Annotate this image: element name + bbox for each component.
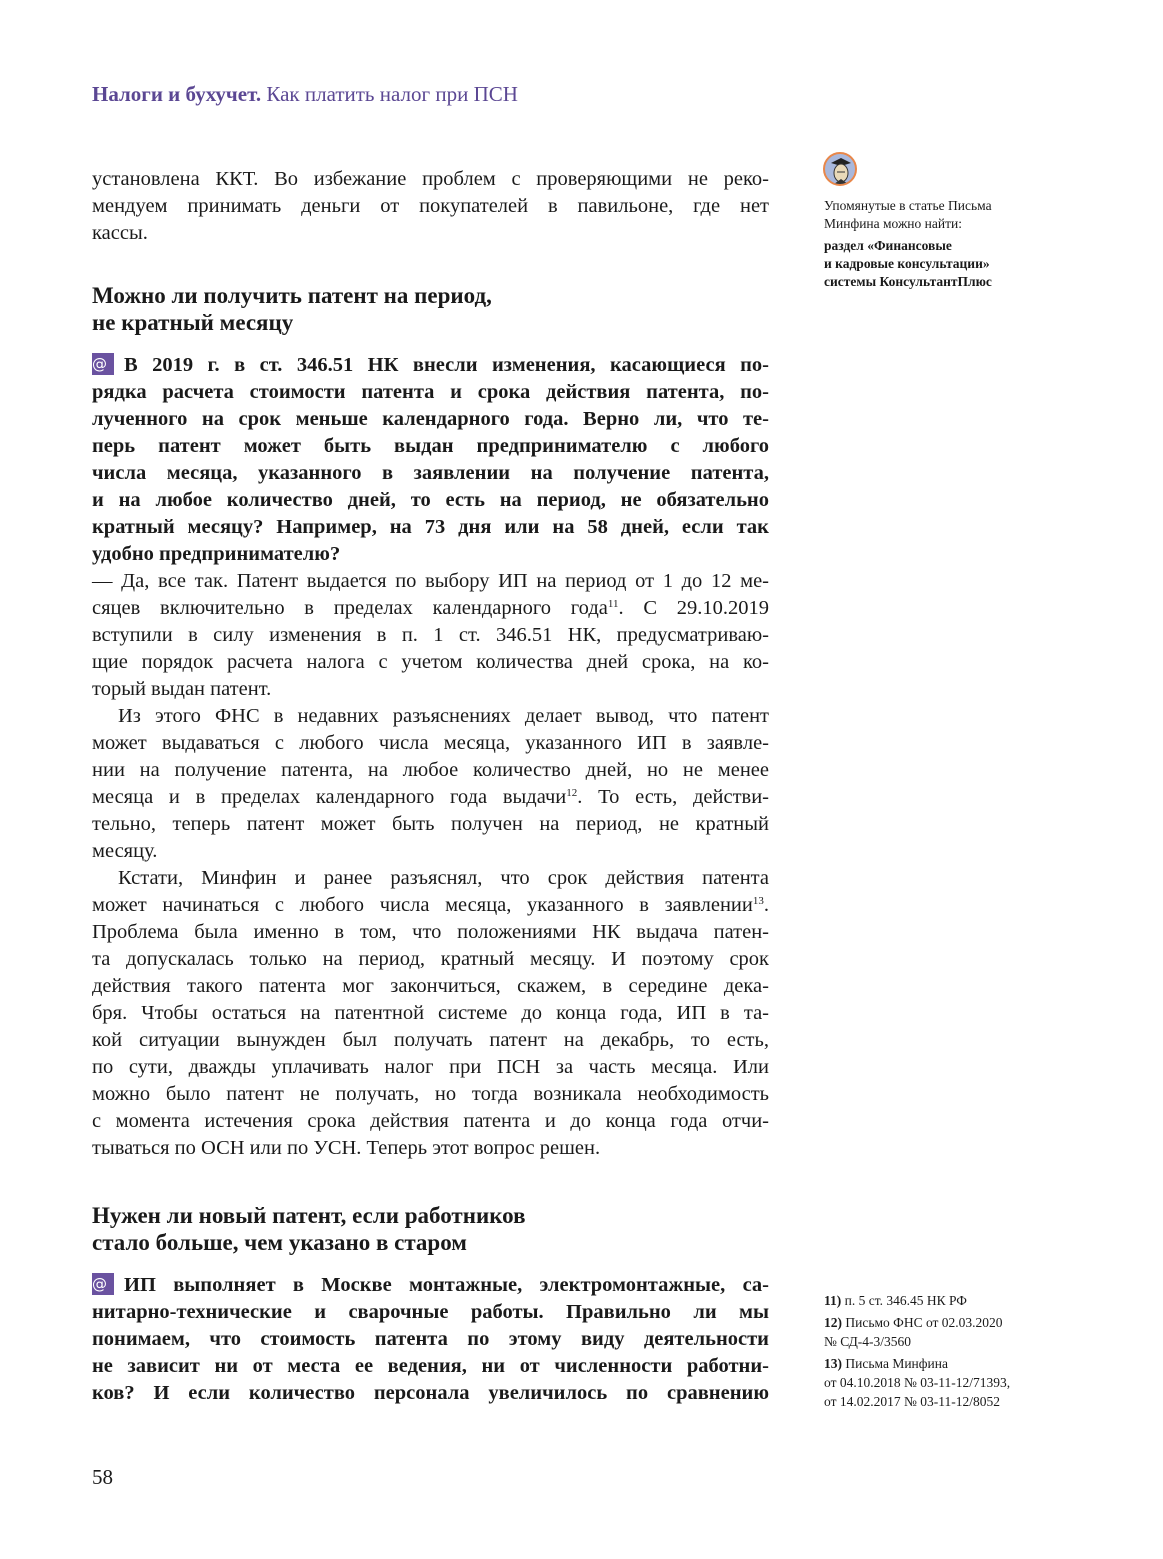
line-text: лученного на срок меньше календарного года. Верно ли, что те- — [92, 408, 769, 430]
footnote-text: Письма Минфина — [845, 1356, 948, 1371]
text-line — [92, 649, 769, 676]
text-line — [92, 730, 769, 757]
line-text: — Да, все так. Патент выдается по выбору ИП на период от 1 до 12 ме- — [92, 570, 769, 592]
text-line — [92, 460, 769, 487]
text-line — [92, 487, 769, 514]
text-line — [92, 865, 769, 892]
header-section: Налоги и бухучет. — [92, 82, 262, 106]
line-text: . То есть, действи- — [577, 786, 770, 808]
line-text: сяцев включительно в пределах календарного года — [92, 597, 608, 619]
line-text: перь патент может быть выдан предпринимателю с любого — [92, 435, 769, 457]
text-line — [92, 973, 769, 1000]
footnote-ref: 11 — [607, 598, 619, 610]
text-line — [92, 352, 769, 379]
text-line — [92, 838, 769, 865]
footnote — [824, 1313, 1054, 1351]
line-text: щие порядок расчета налога с учетом количества дней срока, на ко- — [92, 651, 769, 673]
line-text: действия такого патента мог закончиться, скажем, в середине дека- — [92, 975, 769, 997]
footnote-text: п. 5 ст. 346.45 НК РФ — [844, 1293, 967, 1308]
footnote-line — [824, 1313, 1054, 1332]
line-text: вступили в силу изменения в п. 1 ст. 346.51 НК, предусматриваю- — [92, 624, 769, 646]
line-text: Можно ли получить патент на период, — [92, 283, 492, 308]
footnote-line — [824, 1392, 1054, 1411]
footnote-text: № СД-4-3/3560 — [824, 1334, 912, 1349]
line-text: не зависит ни от места ее ведения, ни от численности работни- — [92, 1355, 769, 1377]
text-line — [92, 220, 769, 247]
text-line — [92, 406, 769, 433]
line-text: понимаем, что стоимость патента по этому виду деятельности — [92, 1328, 769, 1350]
line-text: ИП выполняет в Москве монтажные, электромонтажные, са- — [124, 1274, 769, 1296]
sidebar-bold-text — [824, 237, 1044, 291]
text-line — [92, 514, 769, 541]
heading-line — [92, 1229, 769, 1256]
line-text: . С 29.10.2019 — [618, 597, 769, 619]
footnote-ref: 12 — [566, 787, 578, 799]
line-text: кассы. — [92, 222, 148, 244]
email-question-icon: @ — [92, 1273, 114, 1295]
line-text: тельно, теперь патент может быть получен на период, не кратный — [92, 813, 769, 835]
line-text: с момента истечения срока действия патента и до конца года отчи- — [92, 1110, 769, 1132]
line-text: нитарно-технические и сварочные работы. Правильно ли мы — [92, 1301, 769, 1323]
line-text: тываться по ОСН или по УСН. Теперь этот вопрос решен. — [92, 1137, 601, 1159]
line-text: кой ситуации вынужден был получать патент на декабрь, то есть, — [92, 1029, 769, 1051]
line-text: числа месяца, указанного в заявлении на получение патента, — [92, 462, 769, 484]
text-line — [92, 1000, 769, 1027]
section-heading — [92, 282, 769, 336]
footnote — [824, 1354, 1054, 1411]
heading-line — [92, 309, 769, 336]
paragraph — [92, 166, 769, 247]
text-line — [92, 811, 769, 838]
sidebar-bold-line: системы КонсультантПлюс — [824, 274, 992, 289]
text-line — [92, 193, 769, 220]
paragraph — [92, 568, 769, 703]
footnote-text: от 14.02.2017 № 03-11-12/8052 — [824, 1394, 1000, 1409]
text-line — [92, 379, 769, 406]
footnote-ref: 13 — [752, 895, 764, 907]
text-line — [92, 1380, 769, 1407]
footnote-line — [824, 1291, 1054, 1310]
sidebar-note — [824, 197, 1044, 291]
line-text: Нужен ли новый патент, если работников — [92, 1203, 526, 1228]
question-block — [92, 1272, 769, 1407]
text-line — [92, 1353, 769, 1380]
line-text: удобно предпринимателю? — [92, 543, 341, 565]
footnote-number: 13) — [824, 1356, 842, 1371]
text-line — [92, 1054, 769, 1081]
line-text: . — [763, 894, 769, 916]
footnote-line — [824, 1373, 1054, 1392]
paragraph — [92, 865, 769, 1162]
line-text: может выдаваться с любого числа месяца, указанного ИП в заявле- — [92, 732, 769, 754]
footnote-text: Письмо ФНС от 02.03.2020 — [845, 1315, 1003, 1330]
footnote-line — [824, 1354, 1054, 1373]
line-text: стало больше, чем указано в старом — [92, 1230, 467, 1255]
line-text: и на любое количество дней, то есть на период, не обязательно — [92, 489, 769, 511]
line-text: Проблема была именно в том, что положениями НК выдача патен- — [92, 921, 769, 943]
footnote-number: 12) — [824, 1315, 842, 1330]
text-line — [92, 541, 769, 568]
text-line — [92, 784, 769, 811]
footnote-number: 11) — [824, 1293, 842, 1308]
line-text: по сути, дважды уплачивать налог при ПСН за часть месяца. Или — [92, 1056, 769, 1078]
line-text: не кратный месяцу — [92, 310, 294, 335]
text-line — [92, 622, 769, 649]
question-block — [92, 352, 769, 568]
text-line — [92, 757, 769, 784]
email-question-icon: @ — [92, 353, 114, 375]
line-text: В 2019 г. в ст. 346.51 НК внесли изменения, касающиеся по- — [124, 354, 769, 376]
text-line — [92, 892, 769, 919]
text-line — [92, 595, 769, 622]
text-line — [92, 1081, 769, 1108]
page-number: 58 — [92, 1465, 113, 1489]
text-line — [92, 1272, 769, 1299]
line-text: ков? И если количество персонала увеличилось по сравнению — [92, 1382, 769, 1404]
footnote — [824, 1291, 1054, 1310]
line-text: установлена ККТ. Во избежание проблем с проверяющими не реко- — [92, 168, 769, 190]
paragraph — [92, 703, 769, 865]
heading-line — [92, 282, 769, 309]
line-text: месяцу. — [92, 840, 158, 862]
consultant-avatar-icon — [823, 152, 857, 186]
line-text: месяца и в пределах календарного года выдачи — [92, 786, 567, 808]
footnote-text: от 04.10.2018 № 03-11-12/71393, — [824, 1375, 1011, 1390]
line-text: может начинаться с любого числа месяца, указанного в заявлении — [92, 894, 753, 916]
line-text: кратный месяцу? Например, на 73 дня или на 58 дней, если так — [92, 516, 769, 538]
line-text: Кстати, Минфин и ранее разъяснял, что срок действия патента — [118, 867, 769, 889]
line-text: нии на получение патента, на любое количество дней, но не менее — [92, 759, 769, 781]
text-line — [92, 1108, 769, 1135]
text-line — [92, 433, 769, 460]
line-text: Из этого ФНС в недавних разъяснениях делает вывод, что патент — [118, 705, 769, 727]
line-text: та допускалась только на период, кратный месяцу. И поэтому срок — [92, 948, 769, 970]
text-line — [92, 703, 769, 730]
running-header — [92, 82, 518, 107]
sidebar-note-line: Упомянутые в статье Письма — [824, 198, 992, 213]
text-line — [92, 568, 769, 595]
header-title: Как платить налог при ПСН — [266, 82, 518, 106]
text-line — [92, 1027, 769, 1054]
text-line — [92, 1299, 769, 1326]
line-text: можно было патент не получать, но тогда возникала необходимость — [92, 1083, 769, 1105]
text-line — [92, 946, 769, 973]
section-heading — [92, 1202, 769, 1256]
sidebar-bold-line: раздел «Финансовые — [824, 238, 952, 253]
sidebar-note-line: Минфина можно найти: — [824, 216, 962, 231]
text-line — [92, 166, 769, 193]
heading-line — [92, 1202, 769, 1229]
text-line — [92, 1326, 769, 1353]
line-text: торый выдан патент. — [92, 678, 272, 700]
text-line — [92, 676, 769, 703]
text-line — [92, 1135, 769, 1162]
line-text: рядка расчета стоимости патента и срока действия патента, по- — [92, 381, 769, 403]
line-text: бря. Чтобы остаться на патентной системе до конца года, ИП в та- — [92, 1002, 769, 1024]
text-line — [92, 919, 769, 946]
line-text: мендуем принимать деньги от покупателей в павильоне, где нет — [92, 195, 769, 217]
footnote-line — [824, 1332, 1054, 1351]
sidebar-bold-line: и кадровые консультации» — [824, 256, 990, 271]
